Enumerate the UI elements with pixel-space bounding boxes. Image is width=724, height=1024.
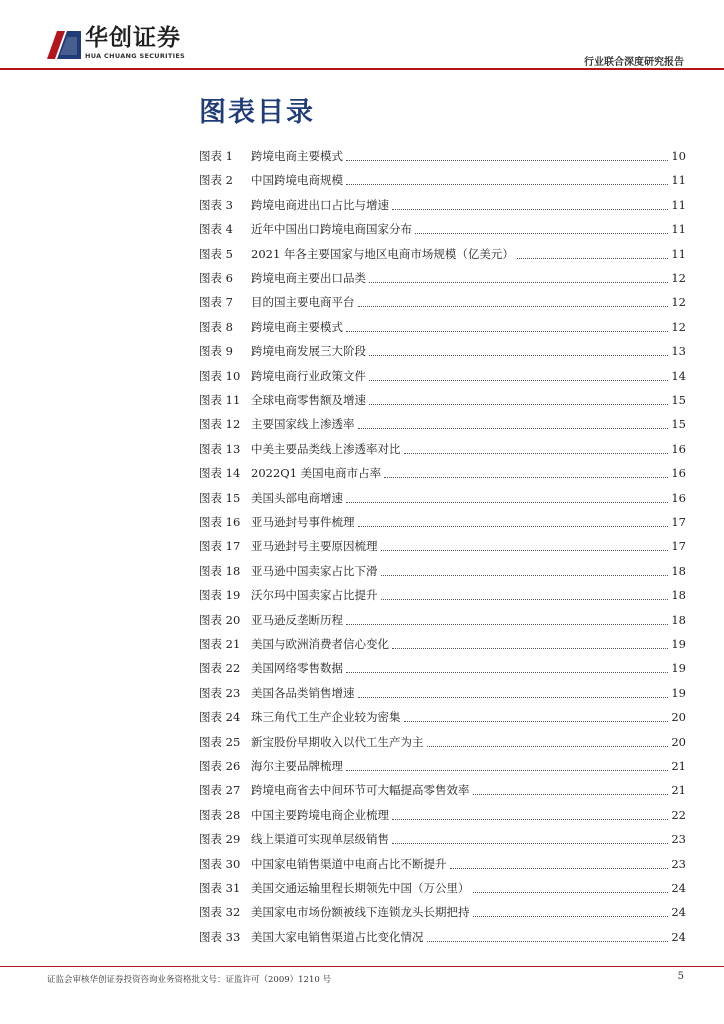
toc-entry[interactable] bbox=[199, 244, 686, 264]
toc-figure-title: 跨境电商主要模式 bbox=[251, 319, 343, 334]
toc-leader-dots bbox=[346, 623, 668, 625]
toc-figure-number: 图表 8 bbox=[199, 319, 233, 334]
toc-entry[interactable] bbox=[199, 610, 686, 630]
toc-page-number: 12 bbox=[671, 295, 686, 310]
toc-entry[interactable] bbox=[199, 146, 686, 166]
toc-figure-title: 全球电商零售额及增速 bbox=[251, 393, 366, 407]
toc-leader-dots bbox=[358, 696, 669, 698]
toc-leader-dots bbox=[369, 379, 668, 381]
toc-figure-number: 图表 29 bbox=[199, 832, 241, 847]
toc-figure-number: 图表 28 bbox=[199, 807, 241, 822]
toc-figure-title: 2022Q1 美国电商市占率 bbox=[251, 466, 382, 481]
toc-page-number: 24 bbox=[671, 881, 686, 895]
toc-figure-number: 图表 7 bbox=[199, 295, 233, 310]
toc-entry[interactable] bbox=[199, 317, 686, 337]
toc-page-number: 12 bbox=[671, 319, 686, 334]
toc-leader-dots bbox=[358, 525, 669, 527]
page-number: 5 bbox=[677, 971, 684, 982]
toc-figure-number: 图表 21 bbox=[199, 637, 241, 651]
toc-figure-title: 亚马逊中国卖家占比下滑 bbox=[251, 563, 378, 578]
toc-entry[interactable] bbox=[199, 854, 686, 874]
toc-leader-dots bbox=[473, 915, 669, 917]
toc-leader-dots bbox=[384, 476, 668, 478]
toc-figure-number: 图表 6 bbox=[199, 271, 233, 285]
toc-entry[interactable] bbox=[199, 805, 686, 825]
toc-figure-number: 图表 27 bbox=[199, 783, 241, 798]
toc-leader-dots bbox=[427, 940, 669, 942]
toc-figure-title: 中国主要跨境电商企业梳理 bbox=[251, 807, 389, 822]
toc-leader-dots bbox=[346, 671, 668, 673]
page-header bbox=[0, 0, 724, 72]
footer-divider bbox=[0, 966, 724, 967]
toc-leader-dots bbox=[358, 305, 669, 307]
toc-entry[interactable] bbox=[199, 683, 686, 703]
toc-page-number: 11 bbox=[671, 222, 686, 237]
toc-figure-title: 中美主要品类线上渗透率对比 bbox=[251, 441, 401, 456]
company-logo bbox=[47, 25, 187, 61]
toc-figure-title: 近年中国出口跨境电商国家分布 bbox=[251, 222, 412, 237]
header-divider bbox=[0, 68, 724, 70]
toc-figure-number: 图表 25 bbox=[199, 734, 241, 749]
toc-figure-title: 跨境电商发展三大阶段 bbox=[251, 344, 366, 359]
toc-entry[interactable] bbox=[199, 390, 686, 410]
toc-page-number: 24 bbox=[671, 929, 686, 944]
toc-figure-title: 目的国主要电商平台 bbox=[251, 295, 355, 310]
toc-figure-title: 珠三角代工生产企业较为密集 bbox=[251, 710, 401, 725]
toc-figure-number: 图表 2 bbox=[199, 173, 233, 188]
toc-figure-number: 图表 22 bbox=[199, 661, 241, 676]
toc-entry[interactable] bbox=[199, 488, 686, 508]
toc-figure-title: 亚马逊反垄断历程 bbox=[251, 612, 343, 627]
report-type: 行业联合深度研究报告 bbox=[584, 57, 684, 68]
toc-page-number: 20 bbox=[671, 734, 686, 749]
toc-page-number: 17 bbox=[671, 515, 686, 529]
toc-figure-number: 图表 5 bbox=[199, 246, 233, 261]
toc-entry[interactable] bbox=[199, 366, 686, 386]
toc-entry[interactable] bbox=[199, 292, 686, 312]
toc-entry[interactable] bbox=[199, 878, 686, 898]
toc-leader-dots bbox=[346, 183, 668, 185]
toc-figure-title: 美国交通运输里程长期领先中国（万公里） bbox=[251, 881, 470, 895]
toc-page-number: 18 bbox=[671, 563, 686, 578]
toc-entry[interactable] bbox=[199, 170, 686, 190]
toc-figure-number: 图表 15 bbox=[199, 490, 241, 505]
toc-page-number: 23 bbox=[671, 856, 686, 871]
toc-entry[interactable] bbox=[199, 268, 686, 288]
footer-disclaimer: 证监会审核华创证券投资咨询业务资格批文号：证监许可（2009）1210 号 bbox=[47, 975, 331, 985]
toc-leader-dots bbox=[369, 281, 668, 283]
toc-page-number: 14 bbox=[671, 368, 686, 383]
toc-leader-dots bbox=[392, 818, 668, 820]
toc-leader-dots bbox=[404, 720, 669, 722]
toc-entry[interactable] bbox=[199, 780, 686, 800]
toc-page-number: 22 bbox=[671, 807, 686, 822]
toc-entry[interactable] bbox=[199, 463, 686, 483]
toc-leader-dots bbox=[392, 842, 668, 844]
toc-page-number: 19 bbox=[671, 685, 686, 700]
toc-page-number: 19 bbox=[671, 637, 686, 651]
toc-entry[interactable] bbox=[199, 512, 686, 532]
toc-page-number: 17 bbox=[671, 539, 686, 554]
toc-leader-dots bbox=[473, 891, 669, 893]
toc-figure-number: 图表 20 bbox=[199, 612, 241, 627]
toc-leader-dots bbox=[404, 452, 669, 454]
toc-figure-number: 图表 31 bbox=[199, 881, 241, 895]
toc-entry[interactable] bbox=[199, 195, 686, 215]
toc-entry[interactable] bbox=[199, 634, 686, 654]
toc-page-number: 16 bbox=[671, 441, 686, 456]
toc-figure-number: 图表 3 bbox=[199, 197, 233, 212]
toc-entry[interactable] bbox=[199, 756, 686, 776]
brand-name-cn: 华创证券 bbox=[85, 25, 181, 51]
toc-figure-number: 图表 18 bbox=[199, 563, 241, 578]
toc-figure-title: 美国家电市场份额被线下连锁龙头长期把持 bbox=[251, 905, 470, 920]
toc-page-number: 12 bbox=[671, 271, 686, 285]
toc-figure-title: 中国家电销售渠道中电商占比不断提升 bbox=[251, 856, 447, 871]
toc-figure-title: 美国头部电商增速 bbox=[251, 490, 343, 505]
toc-leader-dots bbox=[346, 159, 668, 161]
toc-figure-number: 图表 9 bbox=[199, 344, 233, 359]
toc-figure-number: 图表 23 bbox=[199, 685, 241, 700]
toc-leader-dots bbox=[517, 257, 668, 259]
toc-page-number: 10 bbox=[671, 149, 686, 163]
toc-page-number: 11 bbox=[671, 197, 686, 212]
toc-figure-title: 跨境电商进出口占比与增速 bbox=[251, 197, 389, 212]
toc-figure-title: 亚马逊封号事件梳理 bbox=[251, 515, 355, 529]
toc-page-number: 18 bbox=[671, 588, 686, 603]
toc-leader-dots bbox=[392, 647, 668, 649]
toc-leader-dots bbox=[392, 208, 668, 210]
toc-page-number: 24 bbox=[671, 905, 686, 920]
toc-leader-dots bbox=[450, 867, 669, 869]
toc-page-number: 15 bbox=[671, 417, 686, 432]
toc-figure-title: 沃尔玛中国卖家占比提升 bbox=[251, 588, 378, 603]
toc-page-number: 11 bbox=[671, 173, 686, 188]
toc-entry[interactable] bbox=[199, 927, 686, 947]
toc-figure-title: 美国各品类销售增速 bbox=[251, 685, 355, 700]
toc-figure-title: 跨境电商主要模式 bbox=[251, 149, 343, 163]
toc-figure-title: 线上渠道可实现单层级销售 bbox=[251, 832, 389, 847]
toc-page-number: 21 bbox=[671, 783, 686, 798]
toc-leader-dots bbox=[381, 598, 669, 600]
toc-leader-dots bbox=[381, 549, 669, 551]
toc-page-number: 21 bbox=[671, 759, 686, 773]
toc-leader-dots bbox=[346, 769, 668, 771]
toc-entry[interactable] bbox=[199, 414, 686, 434]
toc-figure-title: 亚马逊封号主要原因梳理 bbox=[251, 539, 378, 554]
toc-page-number: 11 bbox=[671, 246, 686, 261]
toc-figure-title: 美国网络零售数据 bbox=[251, 661, 343, 676]
toc-figure-number: 图表 11 bbox=[199, 393, 241, 407]
toc-figure-number: 图表 17 bbox=[199, 539, 241, 554]
toc-figure-title: 中国跨境电商规模 bbox=[251, 173, 343, 188]
toc-entry[interactable] bbox=[199, 439, 686, 459]
toc-page-number: 16 bbox=[671, 490, 686, 505]
toc-figure-title: 2021 年各主要国家与地区电商市场规模（亿美元） bbox=[251, 246, 514, 261]
toc-page-number: 13 bbox=[671, 344, 686, 359]
toc-entry[interactable] bbox=[199, 341, 686, 361]
toc-entry[interactable] bbox=[199, 219, 686, 239]
logo-mark-icon bbox=[47, 25, 81, 59]
toc-figure-title: 跨境电商行业政策文件 bbox=[251, 368, 366, 383]
toc-figure-number: 图表 1 bbox=[199, 149, 233, 163]
toc-page-number: 15 bbox=[671, 393, 686, 407]
toc-leader-dots bbox=[473, 793, 669, 795]
toc-leader-dots bbox=[369, 354, 668, 356]
toc-entry[interactable] bbox=[199, 585, 686, 605]
toc-figure-number: 图表 10 bbox=[199, 368, 241, 383]
toc-figure-number: 图表 30 bbox=[199, 856, 241, 871]
toc-figure-number: 图表 4 bbox=[199, 222, 233, 237]
toc-page-number: 20 bbox=[671, 710, 686, 725]
toc-figure-title: 跨境电商主要出口品类 bbox=[251, 271, 366, 285]
toc-leader-dots bbox=[381, 574, 669, 576]
toc-leader-dots bbox=[346, 330, 668, 332]
page-title: 图表目录 bbox=[199, 97, 315, 128]
toc-page-number: 23 bbox=[671, 832, 686, 847]
toc-figure-number: 图表 33 bbox=[199, 929, 241, 944]
toc-figure-title: 美国大家电销售渠道占比变化情况 bbox=[251, 929, 424, 944]
toc-entry[interactable] bbox=[199, 536, 686, 556]
toc-figure-number: 图表 26 bbox=[199, 759, 241, 773]
toc-entry[interactable] bbox=[199, 902, 686, 922]
toc-entry[interactable] bbox=[199, 707, 686, 727]
toc-leader-dots bbox=[369, 403, 668, 405]
toc-figure-number: 图表 14 bbox=[199, 466, 241, 481]
toc-figure-number: 图表 12 bbox=[199, 417, 241, 432]
toc-figure-number: 图表 16 bbox=[199, 515, 241, 529]
toc-leader-dots bbox=[415, 232, 668, 234]
toc-entry[interactable] bbox=[199, 732, 686, 752]
toc-figure-title: 海尔主要品牌梳理 bbox=[251, 759, 343, 773]
toc-page-number: 16 bbox=[671, 466, 686, 481]
toc-leader-dots bbox=[427, 745, 669, 747]
toc-figure-title: 新宝股份早期收入以代工生产为主 bbox=[251, 734, 424, 749]
toc-entry[interactable] bbox=[199, 561, 686, 581]
toc-leader-dots bbox=[346, 501, 668, 503]
brand-name-en: HUA CHUANG SECURITIES bbox=[85, 52, 186, 60]
toc-figure-number: 图表 19 bbox=[199, 588, 241, 603]
toc-figure-number: 图表 13 bbox=[199, 441, 241, 456]
toc-entry[interactable] bbox=[199, 658, 686, 678]
toc-figure-number: 图表 24 bbox=[199, 710, 241, 725]
toc-entry[interactable] bbox=[199, 829, 686, 849]
toc-page-number: 19 bbox=[671, 661, 686, 676]
toc-page-number: 18 bbox=[671, 612, 686, 627]
toc-figure-title: 跨境电商省去中间环节可大幅提高零售效率 bbox=[251, 783, 470, 798]
toc-figure-number: 图表 32 bbox=[199, 905, 241, 920]
toc-figure-title: 美国与欧洲消费者信心变化 bbox=[251, 637, 389, 651]
toc-leader-dots bbox=[358, 427, 669, 429]
toc-figure-title: 主要国家线上渗透率 bbox=[251, 417, 355, 432]
